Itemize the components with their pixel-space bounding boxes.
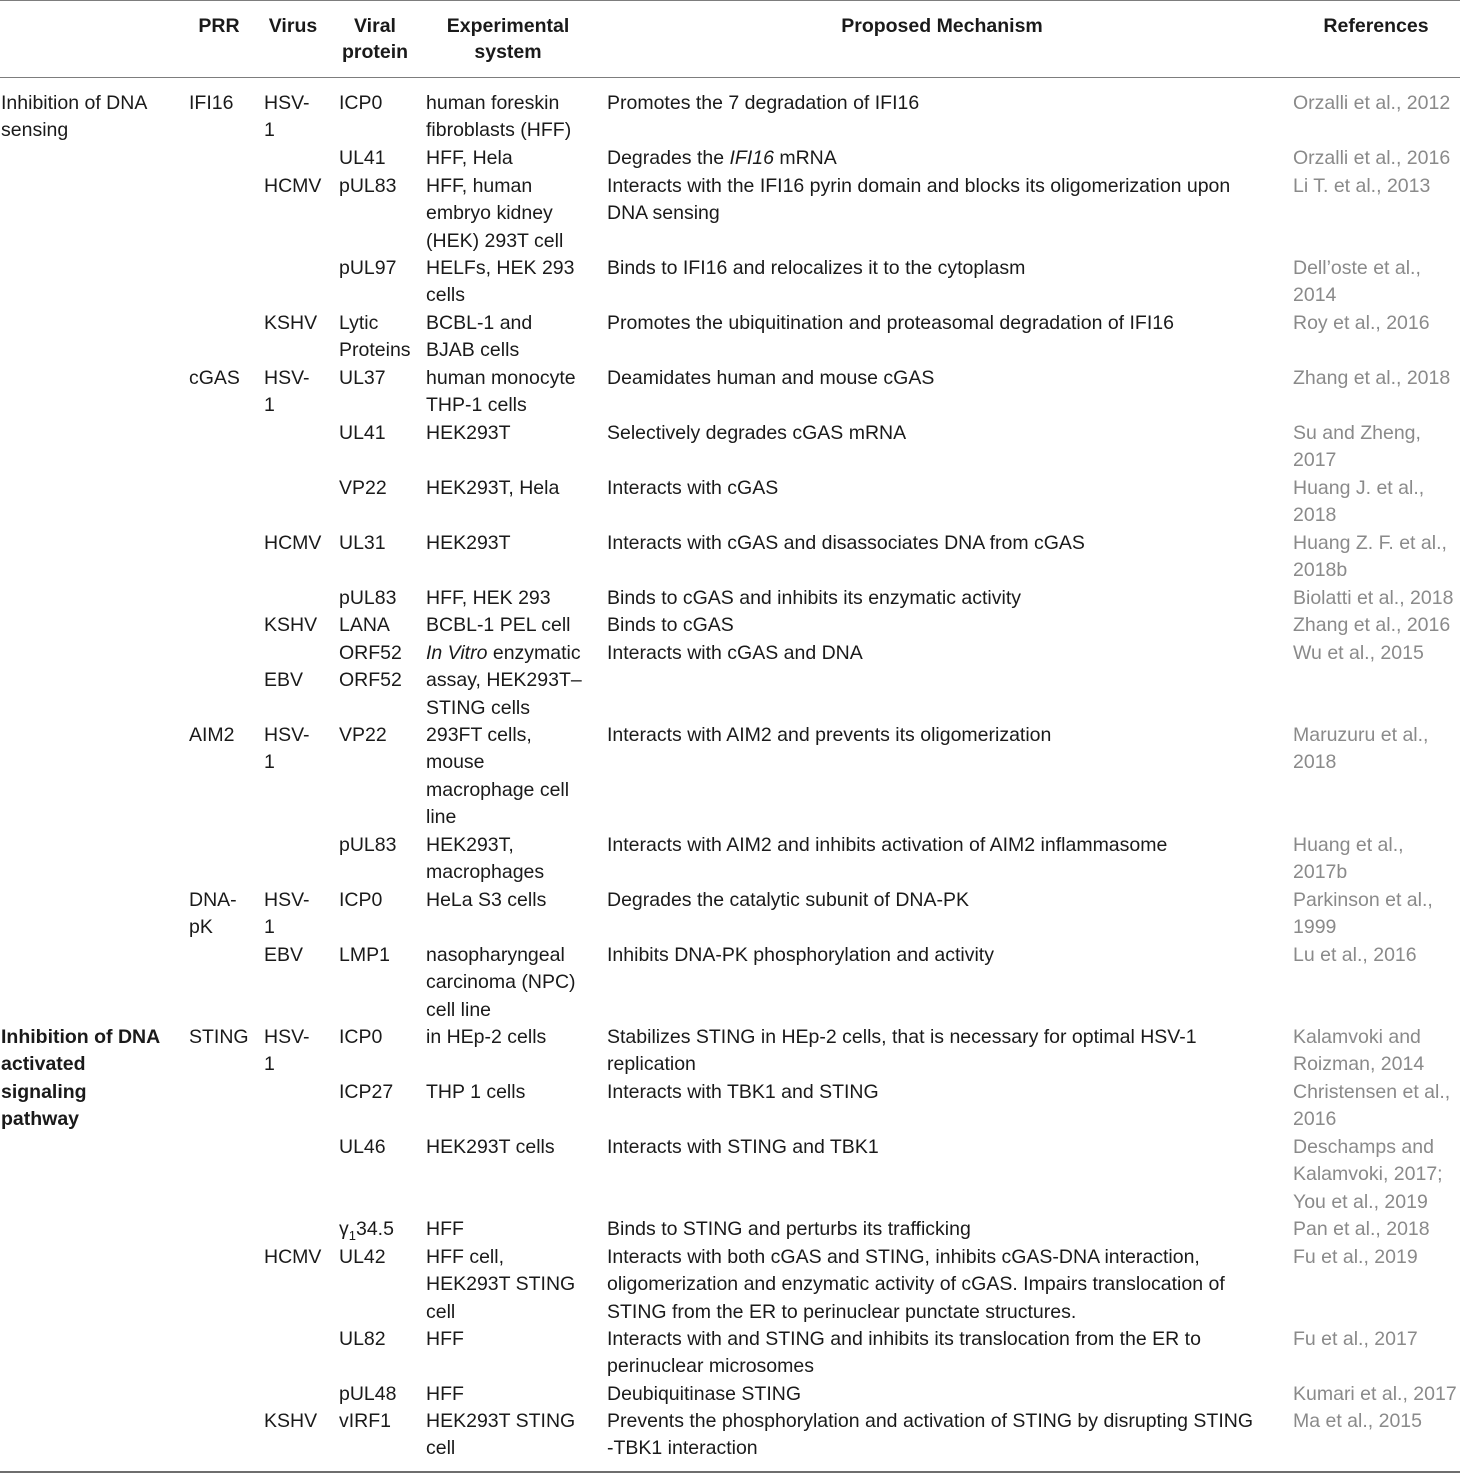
- reference-cell: Kalamvoki and Roizman, 2014: [1293, 1026, 1425, 1076]
- mechanism-cell: [607, 145, 1287, 172]
- experimental-system-cell: HEK293T: [426, 532, 511, 554]
- virus-cell: HCMV: [264, 1246, 322, 1268]
- experimental-system-cell: HFF: [426, 1218, 464, 1240]
- virus-cell: EBV: [264, 944, 304, 966]
- reference-cell: Roy et al., 2016: [1293, 312, 1430, 334]
- experimental-system-cell: HEK293T cells: [426, 1136, 555, 1158]
- system-italic: In Vitro: [426, 642, 488, 664]
- reference-cell: Huang et al., 2017b: [1293, 834, 1404, 884]
- reference-cell: Orzalli et al., 2012: [1293, 92, 1451, 114]
- viral-protein-cell: ICP0: [339, 92, 383, 114]
- mechanism-cell: Interacts with STING and TBK1: [607, 1136, 879, 1158]
- experimental-system-cell: THP 1 cells: [426, 1081, 526, 1103]
- viral-protein-cell: Lytic Proteins: [339, 312, 411, 362]
- experimental-system-cell: HFF, Hela: [426, 147, 513, 169]
- mechanism-cell: Interacts with and STING and inhibits its translocation from the ER to perinuclear microsomes: [607, 1328, 1201, 1378]
- experimental-system-cell: HFF cell, HEK293T STING cell: [426, 1246, 576, 1323]
- reference-cell: Deschamps and Kalamvoki, 2017; You et al., 2019: [1293, 1136, 1443, 1213]
- virus-cell: HCMV: [264, 532, 322, 554]
- mechanism-cell: Interacts with AIM2 and inhibits activation of AIM2 inflammasome: [607, 834, 1168, 856]
- protein-gamma: γ: [339, 1218, 349, 1240]
- prr-cell: DNA- pK: [189, 889, 237, 939]
- header-viral-protein: Viral protein: [341, 15, 409, 63]
- mechanism-cell: Promotes the ubiquitination and proteasomal degradation of IFI16: [607, 312, 1174, 334]
- system-text: enzymatic assay, HEK293T– STING cells: [426, 642, 582, 719]
- mechanism-cell: Interacts with cGAS and disassociates DNA from cGAS: [607, 532, 1085, 554]
- prr-cell: AIM2: [189, 724, 235, 746]
- virus-cell: HSV- 1: [264, 92, 310, 142]
- mechanism-cell: Binds to STING and perturbs its trafficking: [607, 1218, 971, 1240]
- viral-protein-cell: LMP1: [339, 944, 390, 966]
- experimental-system-cell: HeLa S3 cells: [426, 889, 547, 911]
- experimental-system-cell: HFF: [426, 1383, 464, 1405]
- mechanism-cell: Deamidates human and mouse cGAS: [607, 367, 935, 389]
- protein-suffix: 34.5: [355, 1218, 394, 1240]
- header-experimental-system: Experimental system: [446, 15, 570, 63]
- experimental-system-cell: BCBL-1 PEL cell: [426, 614, 571, 636]
- viral-protein-cell: VP22: [339, 724, 387, 746]
- experimental-system-cell: HELFs, HEK 293 cells: [426, 257, 575, 307]
- virus-cell: HSV- 1: [264, 367, 310, 417]
- viral-protein-cell: UL41: [339, 422, 386, 444]
- viral-protein-cell: UL82: [339, 1328, 386, 1350]
- viral-protein-cell: ORF52 ORF52: [339, 642, 402, 692]
- reference-cell: Wu et al., 2015: [1293, 642, 1424, 664]
- mechanism-cell: Promotes the 7 degradation of IFI16: [607, 92, 920, 114]
- experimental-system-cell: HEK293T, macrophages: [426, 834, 545, 884]
- viral-protein-cell: VP22: [339, 477, 387, 499]
- experimental-system-cell: HFF, human embryo kidney (HEK) 293T cell: [426, 175, 564, 252]
- viral-protein-cell: UL37: [339, 367, 386, 389]
- reference-cell: Li T. et al., 2013: [1293, 175, 1431, 197]
- reference-cell: Lu et al., 2016: [1293, 944, 1417, 966]
- mechanism-cell: Binds to cGAS and inhibits its enzymatic activity: [607, 587, 1022, 609]
- experimental-system-cell: HEK293T: [426, 422, 511, 444]
- protein-subscript: 1: [348, 1227, 356, 1243]
- mechanism-cell: Deubiquitinase STING: [607, 1383, 802, 1405]
- viral-protein-cell: UL41: [339, 147, 386, 169]
- experimental-system-cell: [426, 640, 604, 722]
- experimental-system-cell: HEK293T STING cell: [426, 1410, 576, 1460]
- viral-protein-cell: ICP27: [339, 1081, 394, 1103]
- virus-cell: KSHV: [264, 614, 318, 636]
- reference-cell: Zhang et al., 2016: [1293, 614, 1451, 636]
- viral-protein-cell: pUL48: [339, 1383, 397, 1405]
- reference-cell: Fu et al., 2017: [1293, 1328, 1418, 1350]
- viral-protein-cell: ICP0: [339, 889, 383, 911]
- header-references: References: [1323, 15, 1429, 37]
- header-prr: PRR: [198, 15, 240, 37]
- reference-cell: Orzalli et al., 2016: [1293, 147, 1451, 169]
- header-rule: [0, 77, 1460, 78]
- mechanism-italic: IFI16: [729, 147, 774, 169]
- reference-cell: Huang J. et al., 2018: [1293, 477, 1425, 527]
- prr-cell: cGAS: [189, 367, 240, 389]
- viral-protein-cell: ICP0: [339, 1026, 383, 1048]
- mechanism-cell: Selectively degrades cGAS mRNA: [607, 422, 907, 444]
- viral-protein-cell: vIRF1: [339, 1410, 392, 1432]
- mechanism-cell: Interacts with AIM2 and prevents its oligomerization: [607, 724, 1052, 746]
- experimental-system-cell: human monocyte THP-1 cells: [426, 367, 576, 417]
- mechanism-cell: Binds to IFI16 and relocalizes it to the cytoplasm: [607, 257, 1026, 279]
- virus-cell: KSHV: [264, 1410, 318, 1432]
- mechanism-cell: Degrades the catalytic subunit of DNA-PK: [607, 889, 970, 911]
- virus-cell: HSV- 1: [264, 889, 310, 939]
- reference-cell: Biolatti et al., 2018: [1293, 587, 1454, 609]
- virus-cell: HSV- 1: [264, 1026, 310, 1076]
- reference-cell: Dell’oste et al., 2014: [1293, 257, 1421, 307]
- prr-cell: STING: [189, 1026, 249, 1048]
- table-bottom-rule: [0, 1471, 1460, 1473]
- reference-cell: Huang Z. F. et al., 2018b: [1293, 532, 1447, 582]
- reference-cell: Christensen et al., 2016: [1293, 1081, 1451, 1131]
- mechanism-cell: Interacts with both cGAS and STING, inhibits cGAS-DNA interaction, oligomerization and enzymatic activity of cGAS. Impairs translocation of STING from the ER to perinuclear punctate structures.: [607, 1246, 1225, 1323]
- viral-protein-cell: pUL83: [339, 587, 397, 609]
- reference-cell: Kumari et al., 2017: [1293, 1383, 1457, 1405]
- mechanism-cell: Interacts with TBK1 and STING: [607, 1081, 879, 1103]
- reference-cell: Su and Zheng, 2017: [1293, 422, 1421, 472]
- header-proposed-mechanism: Proposed Mechanism: [841, 15, 1043, 37]
- virus-cell: HCMV: [264, 175, 322, 197]
- header-virus: Virus: [268, 15, 318, 37]
- mechanism-cell: Interacts with cGAS and DNA: [607, 642, 863, 664]
- virus-cell: EBV: [264, 669, 304, 692]
- mechanism-cell: Inhibits DNA-PK phosphorylation and activity: [607, 944, 994, 966]
- mechanism-cell: Interacts with cGAS: [607, 477, 779, 499]
- experimental-system-cell: nasopharyngeal carcinoma (NPC) cell line: [426, 944, 576, 1021]
- mechanism-cell: Stabilizes STING in HEp-2 cells, that is necessary for optimal HSV-1 replication: [607, 1026, 1197, 1076]
- experimental-system-cell: HFF: [426, 1328, 464, 1350]
- reference-cell: Pan et al., 2018: [1293, 1218, 1430, 1240]
- category-cell: Inhibition of DNA sensing: [1, 92, 148, 142]
- prr-cell: IFI16: [189, 92, 234, 114]
- viral-protein-cell: LANA: [339, 614, 390, 636]
- experimental-system-cell: 293FT cells, mouse macrophage cell line: [426, 724, 570, 829]
- experimental-system-cell: HFF, HEK 293: [426, 587, 551, 609]
- viral-protein-cell: UL31: [339, 532, 386, 554]
- category-cell: Inhibition of DNA activated signaling pathway: [1, 1026, 161, 1131]
- viral-protein-cell: UL42: [339, 1246, 386, 1268]
- reference-cell: Maruzuru et al., 2018: [1293, 724, 1429, 774]
- mechanism-cell: Prevents the phosphorylation and activation of STING by disrupting STING -TBK1 interaction: [607, 1410, 1253, 1460]
- viral-protein-cell: UL46: [339, 1136, 386, 1158]
- mechanism-text: mRNA: [773, 147, 837, 169]
- experimental-system-cell: HEK293T, Hela: [426, 477, 560, 499]
- reference-cell: Zhang et al., 2018: [1293, 367, 1451, 389]
- reference-cell: Ma et al., 2015: [1293, 1410, 1422, 1432]
- table-top-rule: [0, 0, 1460, 1]
- viral-protein-cell: pUL97: [339, 257, 397, 279]
- reference-cell: Parkinson et al., 1999: [1293, 889, 1433, 939]
- experimental-system-cell: human foreskin fibroblasts (HFF): [426, 92, 572, 142]
- viral-protein-cell: pUL83: [339, 175, 397, 197]
- virus-cell: KSHV: [264, 312, 318, 334]
- mechanism-cell: Interacts with the IFI16 pyrin domain and blocks its oligomerization upon DNA sensing: [607, 175, 1231, 225]
- viral-protein-cell: pUL83: [339, 834, 397, 856]
- mechanism-cell: Binds to cGAS: [607, 614, 734, 636]
- experimental-system-cell: BCBL-1 and BJAB cells: [426, 312, 533, 362]
- experimental-system-cell: in HEp-2 cells: [426, 1026, 547, 1048]
- reference-cell: Fu et al., 2019: [1293, 1246, 1418, 1268]
- mechanism-text: Degrades the: [607, 147, 730, 169]
- virus-cell: HSV- 1: [264, 724, 310, 774]
